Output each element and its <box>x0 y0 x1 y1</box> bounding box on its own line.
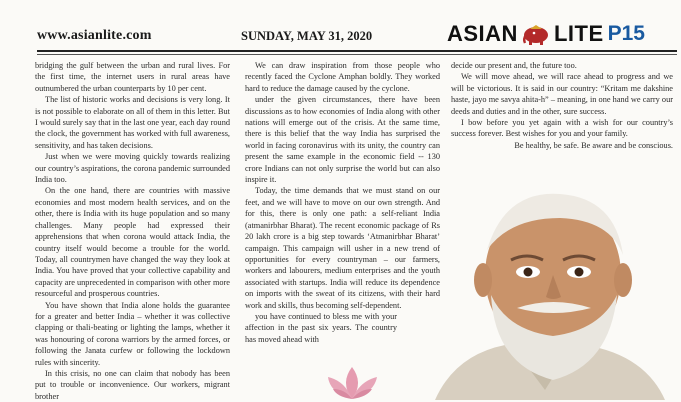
paragraph: You have shown that India alone holds the guarantee for a greater and better India – whether it was collective clapping or thali-beating or lighting the lamps, whether it was honouring of corona warriors by the armed forces, or following the Janata curfew or following the lockdown rules with sincerity. <box>35 300 230 367</box>
article-column-3 <box>451 60 673 151</box>
paragraph: I bow before you yet again with a wish for our country’s success forever. Best wishes for you and your family. <box>451 118 673 139</box>
page-number: P15 <box>607 22 645 45</box>
paragraph: We can draw inspiration from those people who recently faced the Cyclone Amphan boldly. They worked hard to reduce the damage caused by the cyclone. <box>245 61 440 93</box>
header-rule-thin <box>37 54 677 55</box>
paragraph: under the given circumstances, there have been discussions as to how economies of India along with other nations will emerge out of the crisis. At the same time, there is this belief that the way India has surprised the world in facing coronavirus with its unity, the country can present the same example in the economic field -- 130 crore Indians can not only surprise the world but can also inspire it. <box>245 95 440 185</box>
paragraph: On the one hand, there are countries with massive economies and most modern health services, and on the other, there is India with its huge population and so many challenges. Many people had expressed their apprehensions that when corona would attack India, the country itself would become a trouble for the world. Today, all countrymen have changed the way they look at India. You have proved that your collective capability and capacity are unprecedented in comparison with other more resourceful and prosperous countries. <box>35 186 230 299</box>
paragraph: We will move ahead, we will race ahead to progress and we will be victorious. It is said in our country: “Kritam me dakshine haste, jayo me savya ahita-h” – meaning, in one hand we carry our deeds and duties and in the other, sure success. <box>451 72 673 116</box>
header-rule-thick <box>37 50 677 52</box>
paragraph: Today, the time demands that we must stand on our feet, and we will have to move on our own strength. And for this, there is only one path: a self-reliant India (atmanirbhar Bharat). The recent economic package of Rs 20 lakh crore is a big step towards ‘Atmanirbhar Bharat’ campaign. This campaign will usher in a new trend of opportunities for every countryman – our farmers, workers and labourers, medium enterprises and the youth associated with startups. India will reduce its dependence on imports with the sweat of its citizens, with their hard work and skills, thus becoming self-dependent. <box>245 186 440 310</box>
paragraph: The list of historic works and decisions is very long. It is not possible to elaborate on all of them in this letter. But I would surely say that in the last one year, each day round the clock, the government has worked with full awareness, sensitivity, and has taken decisions. <box>35 95 230 150</box>
logo-word-asian: ASIAN <box>447 21 518 46</box>
paragraph: Just when we were moving quickly towards realizing our country’s aspirations, the corona pandemic surrounded India too. <box>35 152 230 185</box>
logo-word-lite: LITE <box>553 21 604 46</box>
page-header <box>0 0 681 52</box>
paragraph: In this crisis, no one can claim that nobody has been put to trouble or inconvenience. Our workers, migrant brother <box>35 368 230 401</box>
paragraph: decide our present and, the future too. <box>451 61 577 70</box>
lotus-icon <box>325 365 380 400</box>
asian-lite-logo <box>447 20 645 48</box>
paragraph: you have continued to bless me with your affection in the past six years. The country has moved ahead with <box>245 311 397 344</box>
article-column-1 <box>35 60 230 402</box>
issue-date: SUNDAY, MAY 31, 2020 <box>241 29 373 43</box>
paragraph: bridging the gulf between the urban and rural lives. For the first time, the internet users in rural areas have outnumbered the urban counterparts by 10 per cent. <box>35 61 230 93</box>
site-url[interactable]: www.asianlite.com <box>37 28 152 43</box>
prime-minister-portrait <box>395 180 681 400</box>
elephant-emblem-icon <box>521 23 551 45</box>
closing-line: Be healthy, be safe. Be aware and be conscious. <box>514 140 673 150</box>
